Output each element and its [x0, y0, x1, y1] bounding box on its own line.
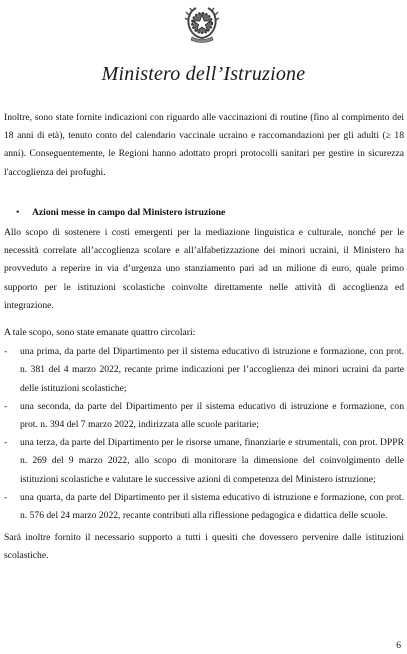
dash-marker: - [4, 400, 8, 412]
section-heading [4, 204, 404, 222]
paragraph-circolari-intro: A tale scopo, sono state emanate quattro circolari: [4, 327, 196, 339]
list-item-text: una prima, da parte del Dipartimento per il sistema educativo di istruzione e formazione, con prot. n. 381 del 4 marzo 2022, recante prime indicazioni per l’accoglienza dei minori ucraini da parte delle istituzioni scolastiche; [20, 346, 404, 394]
list-item [4, 434, 404, 489]
document-body [4, 109, 404, 566]
list-item-text: una seconda, da parte del Dipartimento per il sistema educativo di istruzione e formazione, con prot. n. 394 del 7 marzo 2022, indirizzata alle scuole paritarie; [20, 400, 404, 431]
list-item-text: una terza, da parte del Dipartimento per le risorse umane, finanziarie e strumentali, con prot. DPPR n. 269 del 9 marzo 2022, allo scopo di monitorare la dimensione del coinvolgimento delle istituzioni scolastiche e valutare le successive azioni di competenza del Ministero istruzione; [20, 437, 404, 485]
section-heading-text: Azioni messe in campo dal Ministero istruzione [32, 206, 226, 218]
paragraph-stanziamento: Allo scopo di sostenere i costi emergenti per la mediazione linguistica e culturale, nonché per le necessità correlate all’accoglienza scolare e all’alfabetizzazione dei minori ucraini, il Ministero ha provveduto a reperire in via d’urgenza uno stanziamento pari ad un milione di euro, quale primo supporto per le istituzioni scolastiche coinvolte direttamente nelle attività di accoglienza ed integrazione. [4, 227, 404, 311]
dash-marker: - [4, 346, 8, 358]
bullet-icon: • [16, 206, 20, 218]
dash-marker: - [4, 491, 8, 503]
list-item [4, 343, 404, 398]
circolari-list [4, 343, 404, 525]
list-item-text: una quarta, da parte del Dipartimento per il sistema educativo di istruzione e formazione, con prot. n. 576 del 24 marzo 2022, recante contributi alla riflessione pedagogica e didattica delle scuole. [20, 491, 404, 522]
paragraph-supporto: Sarà inoltre fornito il necessario supporto a tutti i quesiti che dovessero pervenire dalle istituzioni scolastiche. [4, 532, 404, 562]
list-item [4, 489, 404, 525]
page-number: 6 [396, 640, 401, 651]
list-item [4, 398, 404, 434]
paragraph-vaccinazioni: Inoltre, sono state fornite indicazioni con riguardo alle vaccinazioni di routine (fino al compimento dei 18 anni di età), tenuto conto del calendario vaccinale ucraino e raccomandazioni per gli adulti (≥ 18 anni). Conseguentemente, le Regioni hanno adottato propri protocolli sanitari per gestire in sicurezza l'accoglienza dei profughi. [4, 112, 404, 178]
ministry-title: Ministero dell’Istruzione [101, 63, 306, 85]
dash-marker: - [4, 437, 8, 449]
italian-republic-emblem-icon [182, 2, 222, 44]
